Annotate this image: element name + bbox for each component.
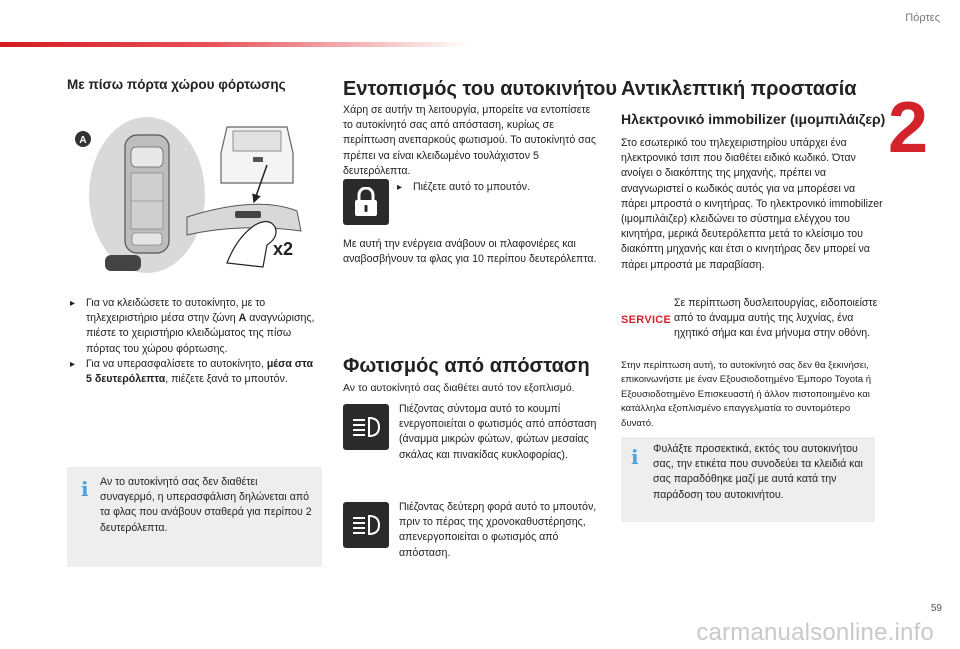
bullet-arrow-icon: ▸ xyxy=(70,358,76,370)
bullet-arrow-icon: ▸ xyxy=(70,298,76,309)
info-text: Αν το αυτοκίνητό σας δεν διαθέτει συναγερμό, η υπερασφάλιση δηλώνεται από τα φλας που ανάβουν σταθερά για περίπου 2 δευτερόλεπτα. xyxy=(100,476,312,534)
rear-door-heading: Με πίσω πόρτα χώρου φόρτωσης xyxy=(67,77,286,92)
rear-door-steps xyxy=(70,296,320,387)
rear-door-illustration xyxy=(67,113,317,283)
lighting-button-image xyxy=(343,404,389,450)
service-warning-lamp-icon xyxy=(621,312,672,328)
press-instruction: ▸ Πιέζετε αυτό το μπουτόν. xyxy=(397,180,607,195)
lock-button-image xyxy=(343,179,389,225)
lock-button xyxy=(235,211,261,218)
list-item: ▸ Για να κλειδώσετε το αυτοκίνητο, με το τηλεχειριστήριο μέσα στην ζώνη A αναγνώρισης, πιέστε το χειριστήριο κλειδώματος της πίσω πόρτας του χώρου φόρτωσης. xyxy=(70,297,315,355)
headlamp-icon xyxy=(351,415,381,439)
headlamp-icon xyxy=(351,513,381,537)
watermark: carmanualsonline.info xyxy=(696,619,934,646)
info-text: Φυλάξτε προσεκτικά, εκτός του αυτοκινήτου σας, την ετικέτα που συνοδεύει τα κλειδιά και σας παραδόθηκε μαζί με αυτά κατά την παράδοση του αυτοκινήτου. xyxy=(653,443,863,501)
vehicle-locator-result: Με αυτή την ενέργεια ανάβουν οι πλαφονιέρες και αναβοσβήνουν τα φλας για 10 περίπου δευτερόλεπτα. xyxy=(343,238,597,266)
remote-lighting-intro: Αν το αυτοκίνητό σας διαθέτει αυτό τον εξοπλισμό. xyxy=(343,383,575,394)
zone-a-label: A xyxy=(79,135,87,146)
rear-door-figure xyxy=(67,113,317,283)
immobilizer-body: Στο εσωτερικό του τηλεχειριστηρίου υπάρχει ένα ηλεκτρονικό τσιπ που διαθέτει ειδικό κωδικό. Όταν ανοίγει ο διακόπτης της μηχανής, πρέπει να αναγνωριστεί ο κωδικός αυτός για να μπορέσει να πάρει μπροστά ο κινητήρας. Το ηλεκτρονικό immobilizer (ιμομπιλάιζερ) κλειδώνει το σύστημα ελέγχου του κινητήρα, μερικά δευτερόλεπτα μετά το κλείσιμο του διακόπτη μηχανής και έτσι ο κινητήρας δεν μπορεί να πάρει μπροστά με παραβίαση. xyxy=(621,137,883,271)
info-icon: i xyxy=(631,445,639,469)
vehicle-locator-heading: Εντοπισμός του αυτοκινήτου xyxy=(343,78,618,100)
key-fob xyxy=(105,255,141,271)
remote-lighting-heading: Φωτισμός από απόσταση xyxy=(343,355,590,377)
lighting-button-image-2 xyxy=(343,502,389,548)
info-box-key-label xyxy=(621,437,875,522)
list-item: ▸ Για να υπερασφαλίσετε το αυτοκίνητο, μέσα στα 5 δευτερόλεπτα, πιέζετε ξανά το μπουτόν. xyxy=(70,357,313,386)
anti-theft-heading: Αντικλεπτική προστασία xyxy=(621,78,857,100)
header-accent-bar xyxy=(0,42,470,47)
info-icon: i xyxy=(81,477,89,501)
chapter-number: 2 xyxy=(887,88,928,168)
door-handle-closeup xyxy=(187,204,301,235)
remote-lighting-off-text: Πιέζοντας δεύτερη φορά αυτό το μπουτόν, πριν το πέρας της χρονοκαθυστέρησης, απενεργοποιείται ο φωτισμός από απόσταση. xyxy=(399,501,597,559)
vehicle-locator-intro: Χάρη σε αυτήν τη λειτουργία, μπορείτε να εντοπίσετε το αυτοκίνητό σας από απόσταση, κυρίως σε περίπτωση ανεπαρκούς φωτισμού. Το αυτοκίνητό σας πρέπει να είναι κλειδωμένο τουλάχιστον 5 δευτερόλεπτα. xyxy=(343,104,596,177)
press-count-label: x2 xyxy=(273,239,294,259)
immobilizer-fault-text: Στην περίπτωση αυτή, το αυτοκίνητό σας δεν θα ξεκινήσει, επικοινωνήστε με έναν Εξουσιοδοτημένο Έμπορο Toyota ή Εξουσιοδοτημένο Επισκευαστή ή άλλον πιστοποιημένο και κατάλληλα εξοπλισμένο επαγγελματία το συντομότερο δυνατό. xyxy=(621,360,872,429)
service-lamp-label: SERVICE xyxy=(621,314,672,326)
service-warning-text: Σε περίπτωση δυσλειτουργίας, ειδοποιείστε από το άναμμα αυτής της λυχνίας, ένα ηχητικό σήμα και ένα μήνυμα στην οθόνη. xyxy=(674,297,878,340)
page-number: 59 xyxy=(930,603,942,614)
section-title: Πόρτες xyxy=(905,12,940,24)
info-box-superlocking xyxy=(67,467,322,567)
immobilizer-subheading: Ηλεκτρονικό immobilizer (ιμομπιλάιζερ) xyxy=(621,111,886,127)
bullet-arrow-icon: ▸ xyxy=(397,182,403,193)
remote-lighting-on-text: Πιέζοντας σύντομα αυτό το κουμπί ενεργοποιείται ο φωτισμός από απόσταση (άναμμα μικρών φώτων, φώτων μεσαίας σκάλας και πινακίδας κυκλοφορίας). xyxy=(399,403,597,461)
padlock-icon xyxy=(353,187,379,217)
